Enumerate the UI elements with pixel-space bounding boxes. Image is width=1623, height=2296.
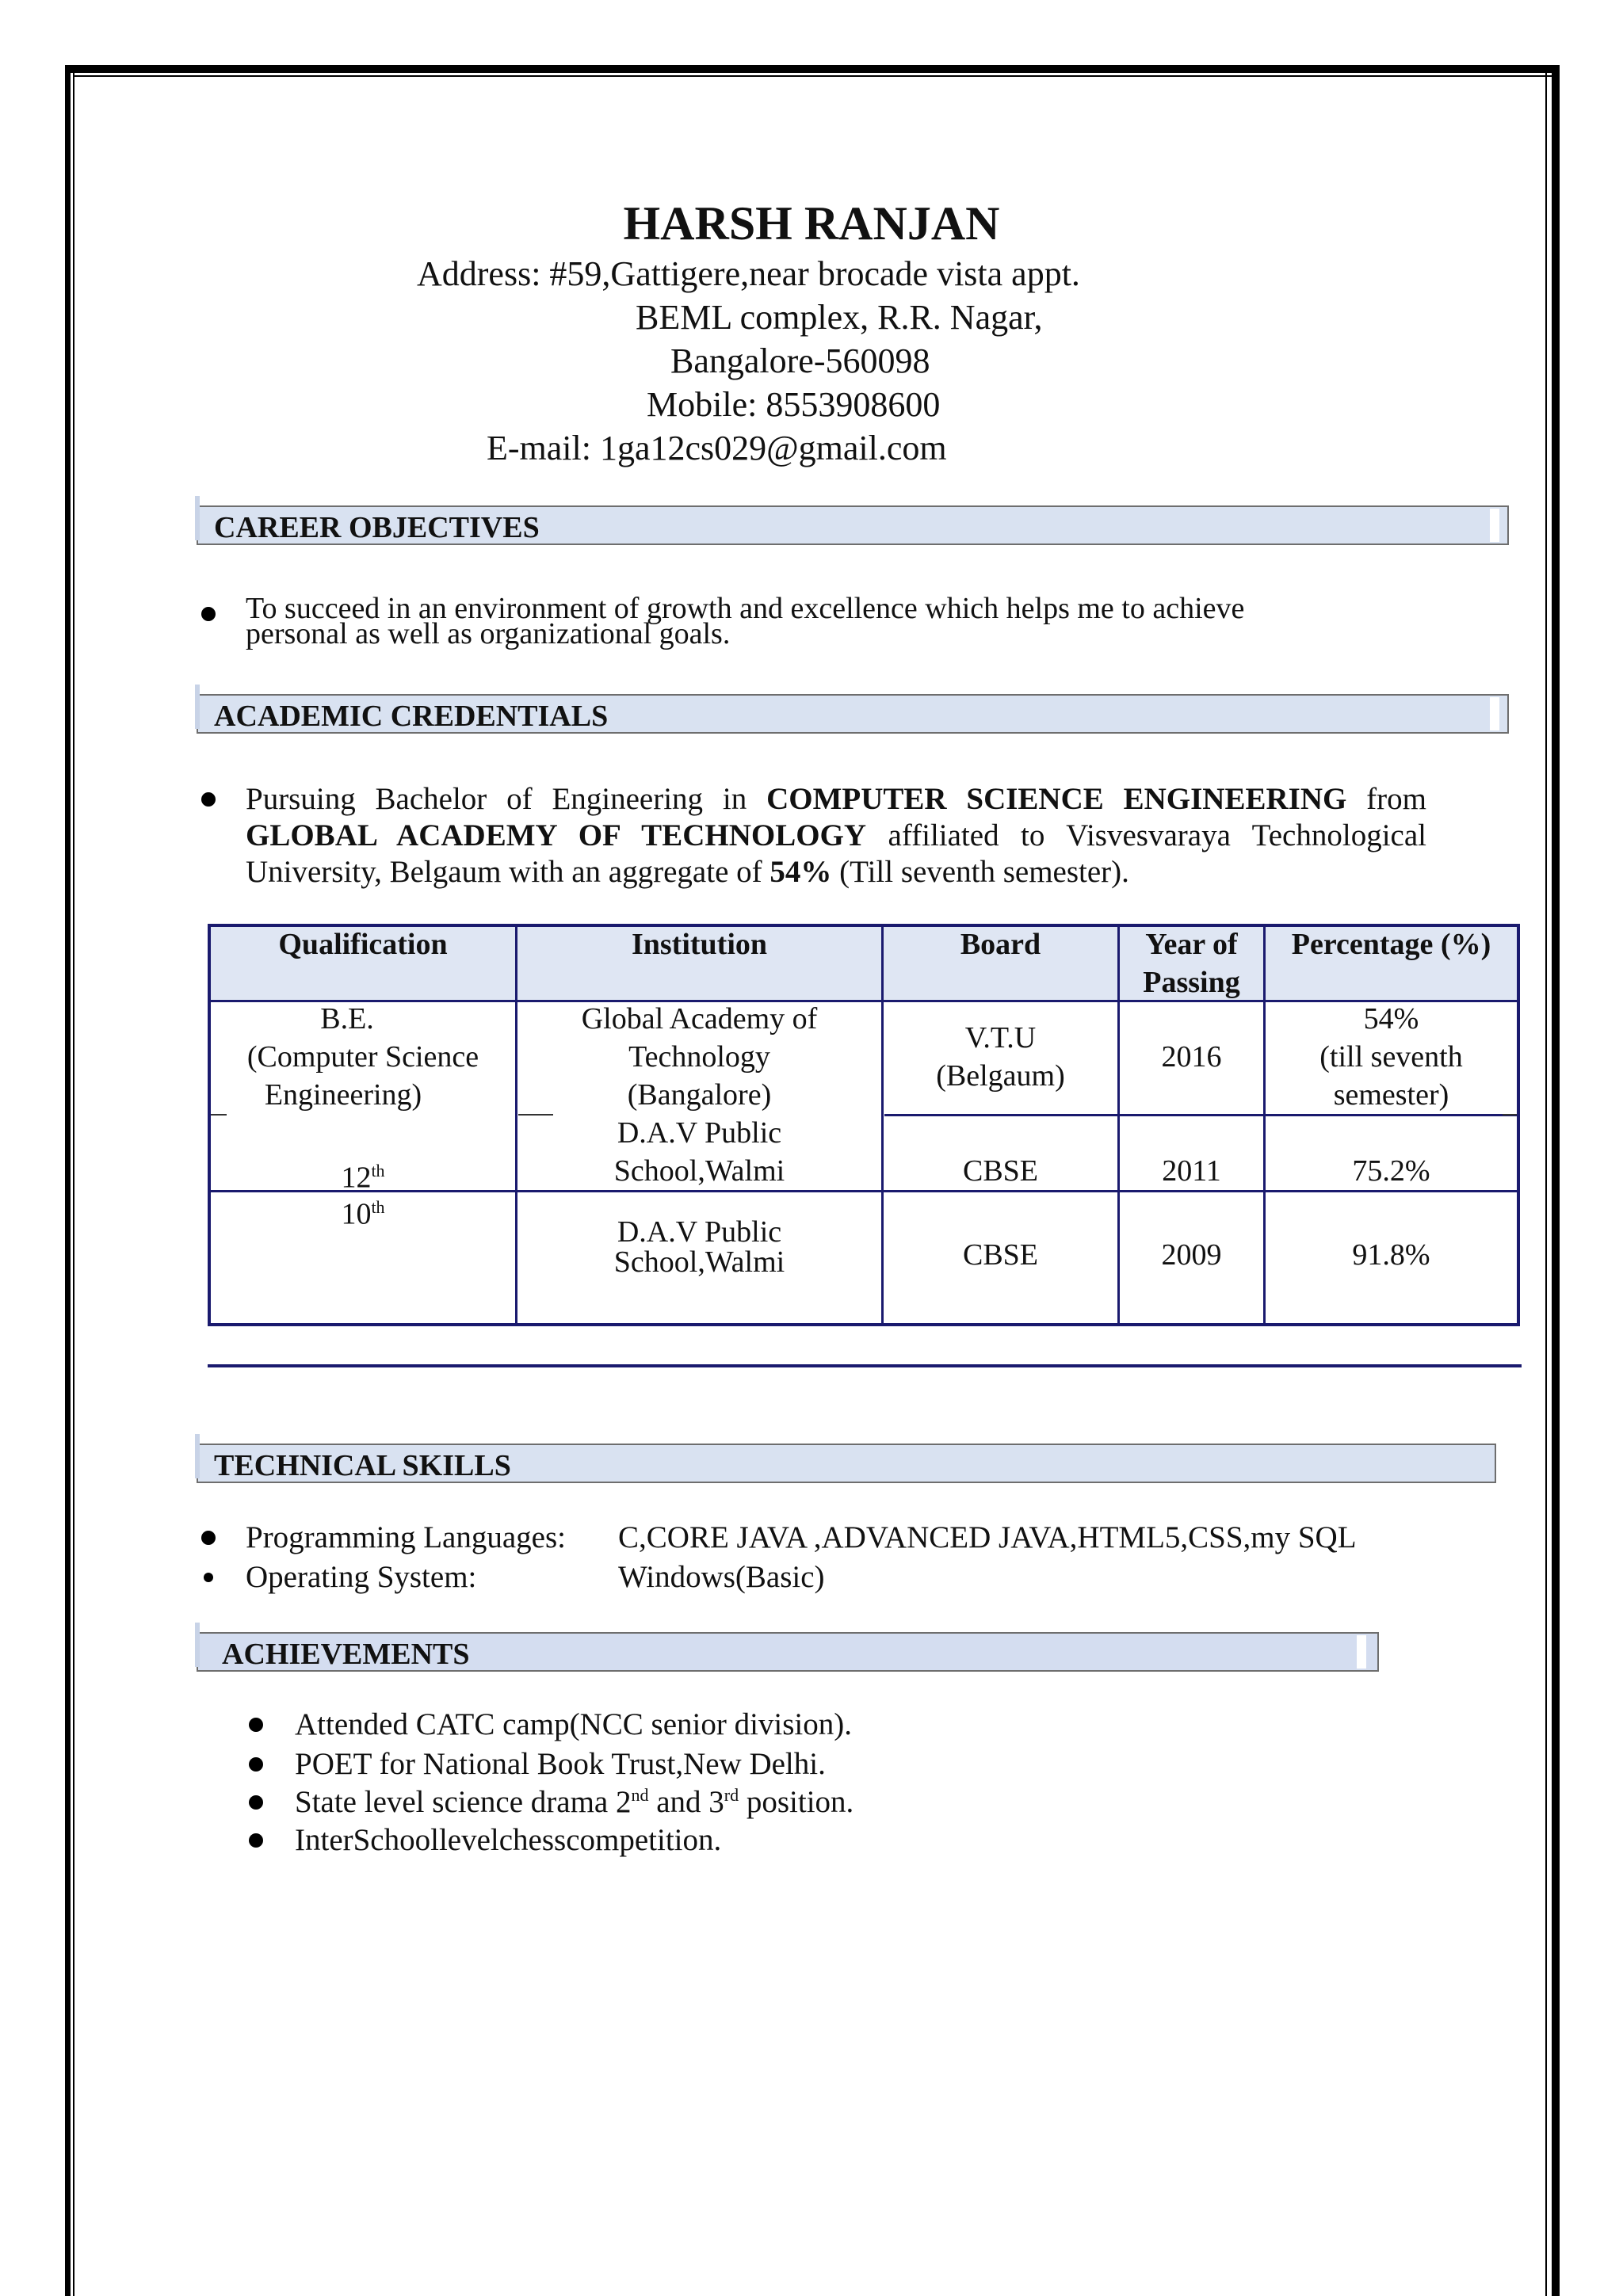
cell-12th-year: 2011 <box>1162 1154 1221 1188</box>
career-objective-text <box>246 592 1245 650</box>
academic-line-2 <box>246 818 1426 854</box>
table-border <box>208 1323 1520 1326</box>
header-institution: Institution <box>631 928 768 961</box>
career-line-1: To succeed in an environment of growth and excellence which helps me to achieve <box>246 592 1245 625</box>
degree-name: COMPUTER SCIENCE ENGINEERING <box>766 782 1347 816</box>
email-line: E-mail: 1ga12cs029@gmail.com <box>487 429 947 467</box>
section-header-achievements <box>197 1632 1379 1672</box>
10th-i-line-2: School,Walmi <box>613 1245 785 1279</box>
bullet-icon <box>204 1573 213 1582</box>
cell-be-board <box>884 1019 1117 1095</box>
be-i-line-3: (Bangalore) <box>627 1078 772 1112</box>
address-line-2: BEML complex, R.R. Nagar, <box>636 298 1043 337</box>
text-span: (Till seventh semester). <box>831 855 1129 889</box>
text-span: affiliated to Visvesvaraya Technological <box>866 818 1426 852</box>
cell-12th-institution <box>517 1114 881 1190</box>
academic-line-3 <box>246 854 1426 891</box>
section-tick <box>195 1623 200 1667</box>
table-tick <box>1503 1114 1517 1116</box>
header-year <box>1120 925 1263 1001</box>
header-qualification: Qualification <box>278 928 448 961</box>
text-span: State level science drama 2 <box>295 1785 632 1819</box>
section-endcap <box>1490 509 1499 542</box>
page-border-top <box>65 65 1560 73</box>
section-tick <box>195 1434 200 1478</box>
header-percentage: Percentage (%) <box>1291 928 1491 961</box>
ordinal-suffix: rd <box>724 1785 739 1805</box>
college-name: GLOBAL ACADEMY OF TECHNOLOGY <box>246 818 867 852</box>
page-border-left <box>65 65 71 2296</box>
achievement-1: Attended CATC camp(NCC senior division). <box>295 1707 853 1741</box>
be-p-line-1: 54% <box>1363 1002 1419 1035</box>
table-border <box>1517 924 1520 1326</box>
bullet-icon <box>201 607 216 621</box>
text-span: Pursuing Bachelor of Engineering in <box>246 782 767 816</box>
bullet-icon <box>201 1531 216 1545</box>
header-year-line-2: Passing <box>1143 966 1240 999</box>
table-rule <box>884 1114 1518 1116</box>
section-header-career-objectives <box>197 505 1509 545</box>
page-border-right <box>1552 65 1560 2296</box>
section-divider <box>208 1364 1522 1367</box>
section-title: TECHNICAL SKILLS <box>214 1449 511 1482</box>
skill-label-languages: Programming Languages: <box>246 1520 566 1554</box>
cell-be-year: 2016 <box>1161 1040 1222 1074</box>
aggregate-value: 54% <box>769 855 832 889</box>
cell-10th-percentage: 91.8% <box>1352 1238 1430 1272</box>
page-border-right-inner <box>1545 73 1547 2296</box>
career-line-2: personal as well as organizational goals. <box>246 617 731 650</box>
candidate-name: HARSH RANJAN <box>623 197 1000 250</box>
academic-line-1 <box>246 781 1426 818</box>
section-tick <box>195 496 200 540</box>
mobile-line: Mobile: 8553908600 <box>647 385 941 424</box>
text-span: and 3 <box>648 1785 724 1819</box>
cell-10th-year: 2009 <box>1161 1238 1222 1272</box>
cell-be-qualification <box>211 1000 515 1114</box>
address-line-1: Address: #59,Gattigere,near brocade vista appt. <box>417 254 1080 293</box>
skill-value-os: Windows(Basic) <box>618 1560 825 1594</box>
ordinal-suffix: nd <box>631 1785 649 1805</box>
cell-12th-percentage: 75.2% <box>1352 1154 1430 1188</box>
bullet-icon <box>201 792 216 807</box>
be-q-line-2: (Computer Science <box>246 1040 479 1074</box>
achievement-4: InterSchoollevelchesscompetition. <box>295 1823 722 1857</box>
be-b-line-2: (Belgaum) <box>936 1059 1065 1093</box>
address-line-3: Bangalore-560098 <box>670 341 930 380</box>
page-border-top-inner <box>73 75 1552 77</box>
text-span: from <box>1346 782 1426 816</box>
10th-i-line-1: D.A.V Public <box>617 1215 782 1249</box>
be-p-line-2: (till seventh <box>1319 1040 1463 1074</box>
bullet-icon <box>249 1795 263 1810</box>
be-i-line-1: Global Academy of <box>581 1002 818 1035</box>
section-title: ACHIEVEMENTS <box>222 1638 470 1671</box>
header-year-line-1: Year of <box>1145 928 1238 961</box>
be-b-line-1: V.T.U <box>964 1021 1037 1055</box>
page-border-left-inner <box>73 71 74 2296</box>
cell-10th-institution <box>517 1217 881 1277</box>
header-board: Board <box>960 928 1041 961</box>
qualification-text: 10 <box>341 1197 372 1231</box>
achievement-3 <box>295 1784 854 1820</box>
table-tick <box>211 1114 227 1116</box>
be-p-line-3: semester) <box>1333 1078 1449 1112</box>
be-i-line-2: Technology <box>628 1040 770 1074</box>
be-q-line-3: Engineering) <box>264 1078 422 1112</box>
cell-12th-board: CBSE <box>962 1154 1039 1188</box>
skill-value-languages: C,CORE JAVA ,ADVANCED JAVA,HTML5,CSS,my SQL <box>618 1520 1357 1554</box>
bullet-icon <box>249 1757 263 1772</box>
section-endcap <box>1357 1635 1366 1669</box>
12th-i-line-2: School,Walmi <box>613 1154 785 1188</box>
text-span: position. <box>739 1785 854 1819</box>
cell-10th-board: CBSE <box>962 1238 1039 1272</box>
be-q-line-1: B.E. <box>320 1002 374 1035</box>
cell-10th-qualification <box>211 1188 515 1234</box>
academic-summary <box>246 781 1426 891</box>
skill-label-os: Operating System: <box>246 1560 477 1594</box>
section-header-technical-skills <box>197 1444 1496 1483</box>
section-endcap <box>1490 697 1499 730</box>
academic-table <box>208 924 1520 1326</box>
bullet-icon <box>249 1833 263 1848</box>
12th-i-line-1: D.A.V Public <box>617 1116 782 1150</box>
section-header-academic-credentials <box>197 694 1509 734</box>
section-tick <box>195 685 200 729</box>
ordinal-suffix: th <box>371 1197 385 1217</box>
section-title: CAREER OBJECTIVES <box>214 511 540 544</box>
bullet-icon <box>249 1718 263 1732</box>
section-title: ACADEMIC CREDENTIALS <box>214 700 609 733</box>
ordinal-suffix: th <box>371 1161 385 1180</box>
table-border <box>208 924 211 1326</box>
qualification-text: 12 <box>341 1161 372 1195</box>
text-span: University, Belgaum with an aggregate of <box>246 855 770 889</box>
cell-be-institution <box>517 1000 881 1114</box>
achievement-2: POET for National Book Trust,New Delhi. <box>295 1747 826 1781</box>
cell-be-percentage <box>1266 1000 1517 1114</box>
